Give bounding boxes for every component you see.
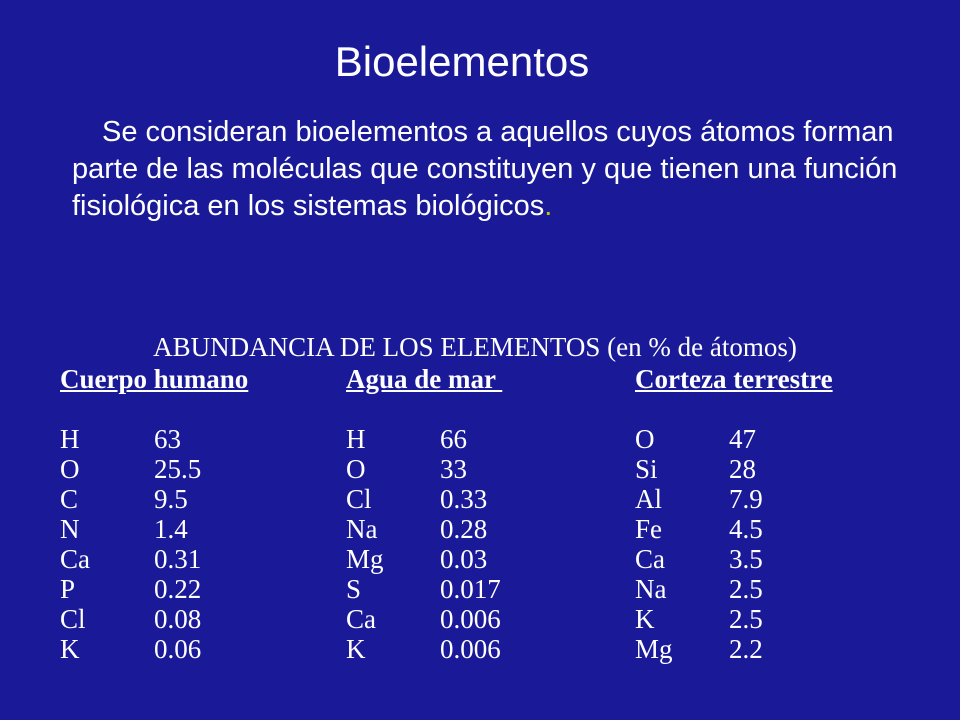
- element-symbol: Al: [635, 484, 662, 514]
- column-header: Cuerpo humano: [60, 364, 249, 394]
- element-percentage: 0.28: [440, 514, 488, 544]
- element-symbol: K: [60, 634, 80, 664]
- element-symbol: O: [635, 424, 655, 454]
- element-symbol: H: [346, 424, 366, 454]
- element-row: [60, 634, 248, 664]
- element-row: [346, 514, 502, 544]
- element-row: [60, 544, 248, 574]
- element-percentage: 0.33: [440, 484, 488, 514]
- element-row: [60, 514, 248, 544]
- definition-period: .: [544, 190, 553, 222]
- element-row: [346, 604, 502, 634]
- element-symbol: Ca: [635, 544, 665, 574]
- element-percentage: 0.006: [440, 604, 501, 634]
- element-symbol: S: [346, 574, 362, 604]
- element-percentage: 4.5: [729, 514, 763, 544]
- element-row: [346, 544, 502, 574]
- element-percentage: 0.03: [440, 544, 488, 574]
- element-row: [635, 484, 833, 514]
- element-symbol: Mg: [635, 634, 673, 664]
- element-row: [60, 604, 248, 634]
- element-row: [60, 574, 248, 604]
- element-row: [60, 484, 248, 514]
- element-row: [635, 544, 833, 574]
- element-percentage: 9.5: [154, 484, 188, 514]
- column-cuerpo-humano: [60, 364, 248, 664]
- element-symbol: Si: [635, 454, 658, 484]
- element-list: [60, 424, 248, 664]
- element-percentage: 1.4: [154, 514, 188, 544]
- element-symbol: O: [346, 454, 366, 484]
- element-symbol: K: [346, 634, 366, 664]
- element-row: [346, 424, 502, 454]
- element-row: [346, 574, 502, 604]
- element-percentage: 66: [440, 424, 467, 454]
- column-header: Agua de mar: [346, 364, 503, 394]
- element-symbol: P: [60, 574, 76, 604]
- element-percentage: 0.31: [154, 544, 202, 574]
- element-percentage: 0.006: [440, 634, 501, 664]
- element-symbol: Fe: [635, 514, 662, 544]
- element-percentage: 0.06: [154, 634, 202, 664]
- element-percentage: 25.5: [154, 454, 202, 484]
- definition-text: Se consideran bioelementos a aquellos cuyos átomos forman parte de las moléculas que constituyen y que tienen una función fisiológica en los sistemas biológicos: [72, 116, 898, 222]
- element-symbol: Ca: [60, 544, 90, 574]
- element-list: [346, 424, 502, 664]
- element-row: [60, 424, 248, 454]
- element-row: [635, 574, 833, 604]
- element-row: [346, 634, 502, 664]
- column-corteza-terrestre: [635, 364, 833, 664]
- element-symbol: N: [60, 514, 80, 544]
- definition-paragraph: [72, 114, 932, 225]
- element-percentage: 2.5: [729, 604, 763, 634]
- element-row: [346, 454, 502, 484]
- element-symbol: Na: [635, 574, 667, 604]
- column-agua-de-mar: [346, 364, 502, 664]
- element-row: [635, 604, 833, 634]
- element-row: [60, 454, 248, 484]
- element-percentage: 3.5: [729, 544, 763, 574]
- element-percentage: 63: [154, 424, 181, 454]
- element-percentage: 2.5: [729, 574, 763, 604]
- slide-title: Bioelementos: [334, 38, 590, 85]
- element-row: [635, 514, 833, 544]
- table-caption: ABUNDANCIA DE LOS ELEMENTOS (en % de átomos): [153, 332, 797, 362]
- element-symbol: H: [60, 424, 80, 454]
- element-percentage: 0.22: [154, 574, 202, 604]
- element-symbol: C: [60, 484, 79, 514]
- element-symbol: O: [60, 454, 80, 484]
- element-row: [346, 484, 502, 514]
- element-symbol: Cl: [60, 604, 86, 634]
- element-list: [635, 424, 833, 664]
- element-symbol: Ca: [346, 604, 376, 634]
- element-symbol: Na: [346, 514, 378, 544]
- element-row: [635, 634, 833, 664]
- element-percentage: 0.08: [154, 604, 202, 634]
- element-percentage: 47: [729, 424, 756, 454]
- element-symbol: Cl: [346, 484, 372, 514]
- element-percentage: 7.9: [729, 484, 763, 514]
- column-header: Corteza terrestre: [635, 364, 833, 394]
- element-row: [635, 424, 833, 454]
- element-percentage: 2.2: [729, 634, 763, 664]
- element-percentage: 28: [729, 454, 756, 484]
- element-percentage: 0.017: [440, 574, 501, 604]
- element-symbol: Mg: [346, 544, 384, 574]
- element-percentage: 33: [440, 454, 467, 484]
- element-symbol: K: [635, 604, 655, 634]
- element-row: [635, 454, 833, 484]
